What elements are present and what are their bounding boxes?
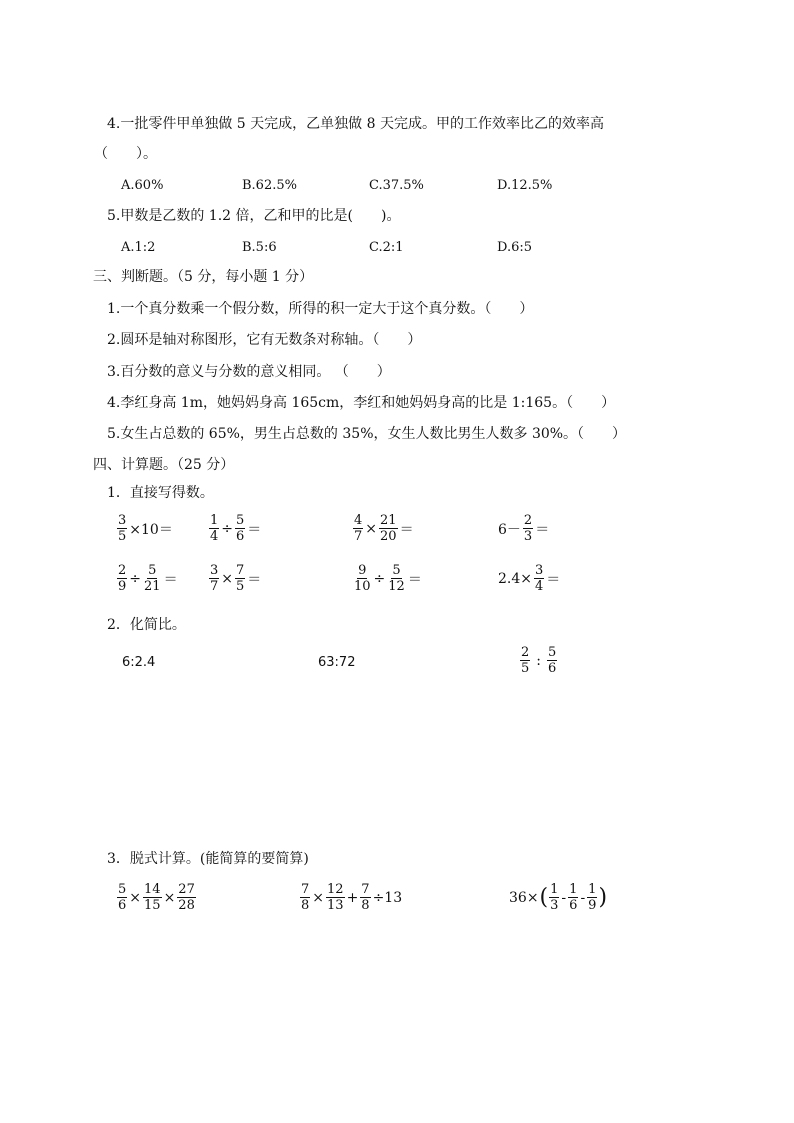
ratio-3[interactable] [519,645,558,676]
fraction: $\frac{21}{20}$ [380,513,397,544]
fraction: $\frac{27}{28}$ [178,882,195,913]
operator: × [163,889,176,906]
operator: - [580,889,586,906]
ratio-1[interactable]: 6:2.4 [122,655,156,670]
fraction: $\frac{1}{4}$ [210,513,219,544]
expr-text: 2.4× [498,570,532,587]
operator: × [221,570,234,587]
fraction: $\frac{5}{21}$ [144,563,161,594]
fraction: $\frac{7}{8}$ [361,882,370,913]
fraction: $\frac{14}{15}$ [144,882,161,913]
calc-sub2-title: 2．化简比。 [107,617,186,633]
operator: ÷ [373,570,386,587]
section-judge-heading: 三、判断题。（5 分，每小题 1 分） [93,269,314,285]
q4-option-d[interactable]: D.12.5% [497,178,553,193]
step-calc-1[interactable] [116,882,197,913]
judge-item-2[interactable]: 2.圆环是轴对称图形，它有无数条对称轴。（ ） [107,332,422,348]
q5-text: 5.甲数是乙数的 1.2 倍，乙和甲的比是( )。 [107,208,401,224]
step-calc-3[interactable] [508,882,607,913]
operator: × [365,520,378,537]
q5-option-d[interactable]: D.6:5 [497,240,533,255]
expr-text: 6－ [498,521,521,538]
expr-text: 36× [509,889,539,906]
q4-text: 4.一批零件甲单独做 5 天完成，乙单独做 8 天完成。甲的工作效率比乙的效率高 [107,116,604,132]
direct-calc-7[interactable] [352,563,423,594]
fraction: $\frac{7}{5}$ [236,563,245,594]
fraction: $\frac{5}{6}$ [548,645,557,676]
ratio-2[interactable]: 63:72 [318,655,356,670]
expr-text: ×10＝ [129,521,173,538]
fraction: $\frac{1}{6}$ [569,882,578,913]
judge-item-1[interactable]: 1.一个真分数乘一个假分数，所得的积一定大于这个真分数。（ ） [107,301,534,317]
operator: × [129,889,142,906]
q4-option-b[interactable]: B.62.5% [242,178,297,193]
judge-item-5[interactable]: 5.女生占总数的 65%，男生占总数的 35%，女生人数比男生人数多 30%。（ ） [107,426,627,442]
fraction: $\frac{12}{13}$ [327,882,344,913]
operator: × [312,889,325,906]
direct-calc-1[interactable] [116,513,174,544]
equals-sign: ＝ [399,521,414,538]
expr-text: ÷13 [372,889,403,906]
fraction: $\frac{2}{5}$ [521,645,530,676]
equals-sign: ＝ [163,571,178,588]
operator: ÷ [129,570,142,587]
operator: + [346,889,359,906]
direct-calc-6[interactable] [208,563,262,594]
fraction: $\frac{9}{10}$ [354,563,371,594]
direct-calc-8[interactable] [497,563,561,594]
equals-sign: ＝ [247,521,262,538]
direct-calc-4[interactable] [497,513,550,544]
q4-answer-blank[interactable]: （ ）。 [94,146,157,162]
operator: ÷ [221,520,234,537]
fraction: $\frac{5}{6}$ [236,513,245,544]
equals-sign: ＝ [407,571,422,588]
calc-sub1-title: 1．直接写得数。 [107,485,214,501]
fraction: $\frac{1}{9}$ [588,882,597,913]
fraction: $\frac{7}{8}$ [301,882,310,913]
q5-option-a[interactable]: A.1:2 [121,240,156,255]
equals-sign: ＝ [535,521,550,538]
equals-sign: ＝ [247,571,262,588]
section-calc-heading: 四、计算题。（25 分） [93,457,235,473]
ratio-colon: : [536,652,541,669]
fraction: $\frac{2}{3}$ [523,513,533,544]
operator: - [561,889,567,906]
calc-sub3-title: 3．脱式计算。(能简算的要简算) [107,851,309,867]
q4-option-a[interactable]: A.60% [121,178,164,193]
direct-calc-3[interactable] [352,513,415,544]
fraction: $\frac{1}{3}$ [550,882,559,913]
q5-option-c[interactable]: C.2:1 [369,240,404,255]
judge-item-4[interactable]: 4.李红身高 1m，她妈妈身高 165cm，李红和她妈妈身高的比是 1:165。（ ） [107,395,616,411]
fraction: $\frac{4}{7}$ [354,513,363,544]
fraction: $\frac{5}{12}$ [388,563,405,594]
judge-item-3[interactable]: 3.百分数的意义与分数的意义相同。 （ ） [107,364,391,380]
equals-sign: ＝ [546,571,561,588]
fraction: $\frac{3}{4}$ [535,563,544,594]
direct-calc-2[interactable] [208,513,262,544]
q4-option-c[interactable]: C.37.5% [369,178,424,193]
fraction: $\frac{2}{9}$ [118,563,127,594]
step-calc-2[interactable] [299,882,403,913]
q5-option-b[interactable]: B.5:6 [242,240,277,255]
left-paren: ( [539,884,549,910]
right-paren: ) [598,884,608,910]
fraction: $\frac{5}{6}$ [118,882,127,913]
fraction: $\frac{3}{5}$ [118,513,127,544]
fraction: $\frac{3}{7}$ [210,563,219,594]
direct-calc-5[interactable] [116,563,179,594]
